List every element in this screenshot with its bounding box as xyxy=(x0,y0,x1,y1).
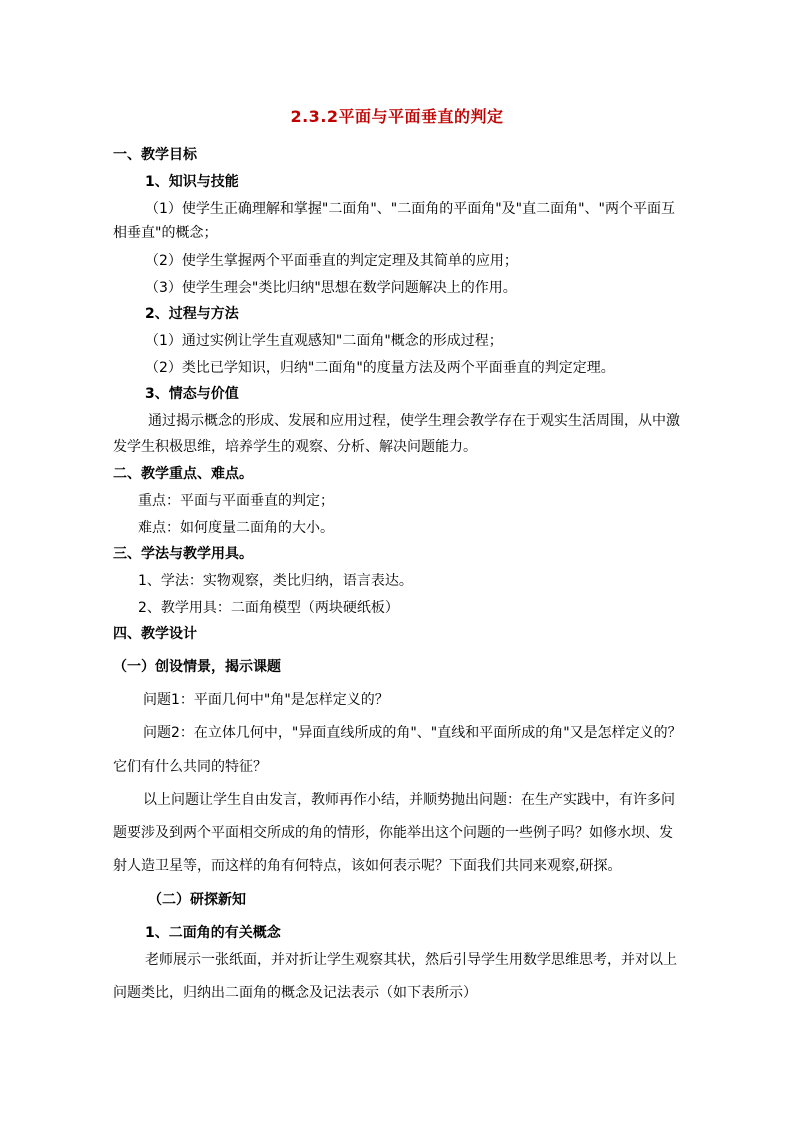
paragraph-line: 问题类比，归纳出二面角的概念及记法表示（如下表所示） xyxy=(113,985,477,1001)
paragraph-line: 题要涉及到两个平面相交所成的角的情形，你能举出这个问题的一些例子吗？如修水坝、发 xyxy=(113,825,673,841)
section-heading: 一、教学目标 xyxy=(113,147,197,163)
paragraph-line: 问题2：在立体几何中，"异面直线所成的角"、"直线和平面所成的角"又是怎样定义的？ xyxy=(143,725,682,741)
paragraph-line: 射人造卫星等，而这样的角有何特点，该如何表示呢？下面我们共同来观察,研探。 xyxy=(113,858,622,874)
paragraph-line: 难点：如何度量二面角的大小。 xyxy=(138,520,334,536)
section-heading: 二、教学重点、难点。 xyxy=(113,466,253,482)
paragraph-line: 通过揭示概念的形成、发展和应用过程，使学生理会教学存在于观实生活周围，从中激 xyxy=(148,413,680,429)
paragraph-line: 1、学法：实物观察，类比归纳，语言表达。 xyxy=(138,573,413,589)
paragraph-line: 以上问题让学生自由发言，教师再作小结，并顺势抛出问题：在生产实践中，有许多问 xyxy=(143,792,675,808)
paragraph-line: 重点：平面与平面垂直的判定； xyxy=(138,493,334,509)
paragraph-line: 2、教学用具：二面角模型（两块硬纸板） xyxy=(138,600,399,616)
paragraph-line: 发学生积极思维，培养学生的观察、分析、解决问题能力。 xyxy=(113,439,477,455)
subsection-heading: （二）研探新知 xyxy=(148,892,246,908)
subsection-heading: （一）创设情景，揭示课题 xyxy=(113,659,281,675)
paragraph-line: 它们有什么共同的特征？ xyxy=(113,759,267,775)
paragraph-line: （2）使学生掌握两个平面垂直的判定定理及其简单的应用； xyxy=(145,253,518,269)
paragraph-line: 相垂直"的概念； xyxy=(113,225,218,241)
paragraph-line: （1）使学生正确理解和掌握"二面角"、"二面角的平面角"及"直二面角"、"两个平面互 xyxy=(145,201,675,217)
paragraph-line: 问题1：平面几何中"角"是怎样定义的？ xyxy=(143,692,389,708)
section-heading: 四、教学设计 xyxy=(113,626,197,642)
paragraph-line: （3）使学生理会"类比归纳"思想在数学问题解决上的作用。 xyxy=(145,280,517,296)
paragraph-line: 老师展示一张纸面，并对折让学生观察其状，然后引导学生用数学思维思考，并对以上 xyxy=(145,952,677,968)
page-title: 2.3.2平面与平面垂直的判定 xyxy=(290,107,504,126)
paragraph-line: （2）类比已学知识，归纳"二面角"的度量方法及两个平面垂直的判定定理。 xyxy=(145,360,615,376)
paragraph-line: （1）通过实例让学生直观感知"二面角"概念的形成过程； xyxy=(145,333,503,349)
section-heading: 三、学法与教学用具。 xyxy=(113,546,253,562)
subsection-heading: 3、情态与价值 xyxy=(145,386,239,402)
subsection-heading: 1、知识与技能 xyxy=(145,174,239,190)
subsection-heading: 1、二面角的有关概念 xyxy=(145,925,281,941)
subsection-heading: 2、过程与方法 xyxy=(145,306,239,322)
